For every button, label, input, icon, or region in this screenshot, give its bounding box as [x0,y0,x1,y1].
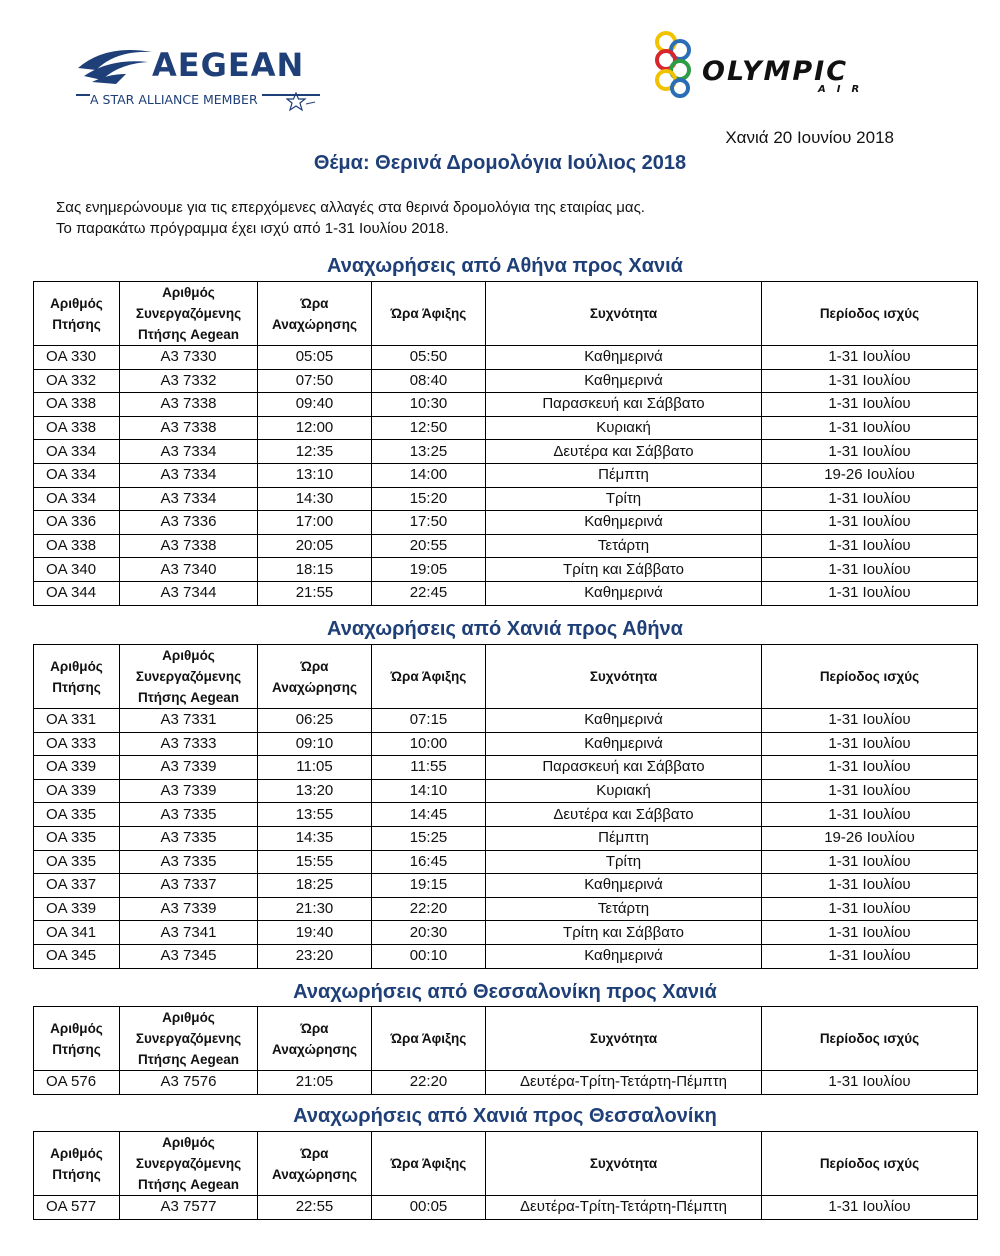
header-label-line: Πτήσης [52,1166,101,1182]
schedule-table-chq-skg [33,1131,978,1220]
validity-period-cell: 1-31 Ιουλίου [762,558,978,582]
header-label-line: Περίοδος ισχύς [819,1031,920,1046]
codeshare-number-cell: A3 7339 [120,756,258,780]
flight-number-cell: OA 330 [34,346,120,370]
table-row [34,779,978,803]
header-label-line: Αναχώρησης [271,1166,358,1182]
col-header-period [762,645,978,709]
table-row [34,1196,978,1220]
departure-time-cell: 20:05 [258,534,372,558]
arrival-time-cell: 22:20 [372,897,486,921]
flight-number-cell: OA 335 [34,803,120,827]
flight-number-cell: OA 334 [34,440,120,464]
header-row [34,1132,978,1196]
arrival-time-cell: 20:55 [372,534,486,558]
departure-time-cell: 17:00 [258,511,372,535]
header-label-line: Συχνότητα [589,1031,658,1046]
aegean-wordmark: AEGEAN [152,46,305,84]
table-row [34,534,978,558]
col-header-frequency [486,282,762,346]
header-label-line: Αναχώρησης [271,316,358,332]
flight-number-cell: OA 339 [34,779,120,803]
header-label-line: Πτήσης Aegean [137,1052,240,1067]
intro-text [56,197,645,239]
codeshare-number-cell: A3 7333 [120,732,258,756]
codeshare-number-cell: A3 7337 [120,874,258,898]
validity-period-cell: 1-31 Ιουλίου [762,897,978,921]
arrival-time-cell: 10:00 [372,732,486,756]
departure-time-cell: 15:55 [258,850,372,874]
codeshare-number-cell: A3 7345 [120,944,258,968]
header-label-line: Πτήσης [52,1041,101,1057]
col-header-codeshare [120,282,258,346]
arrival-time-cell: 14:00 [372,463,486,487]
frequency-cell: Τρίτη [486,850,762,874]
validity-period-cell: 1-31 Ιουλίου [762,732,978,756]
table-row [34,416,978,440]
header-label-line: Πτήσης [52,316,101,332]
aegean-bird-icon [76,42,154,86]
header-label-line: Πτήσης Aegean [137,327,240,342]
validity-period-cell: 1-31 Ιουλίου [762,803,978,827]
col-header-flight [34,1007,120,1071]
frequency-cell: Καθημερινά [486,944,762,968]
section-title-chq-skg: Αναχωρήσεις από Χανιά προς Θεσσαλονίκη [293,1105,717,1127]
departure-time-cell: 07:50 [258,369,372,393]
validity-period-cell: 1-31 Ιουλίου [762,511,978,535]
codeshare-number-cell: A3 7577 [120,1196,258,1220]
header-label-line: Αναχώρησης [271,1041,358,1057]
table-row [34,850,978,874]
codeshare-number-cell: A3 7344 [120,581,258,605]
col-header-flight [34,282,120,346]
frequency-cell: Καθημερινά [486,709,762,733]
validity-period-cell: 1-31 Ιουλίου [762,416,978,440]
arrival-time-cell: 20:30 [372,921,486,945]
validity-period-cell: 19-26 Ιουλίου [762,463,978,487]
col-header-arrival [372,1007,486,1071]
codeshare-number-cell: A3 7339 [120,897,258,921]
arrival-time-cell: 22:20 [372,1071,486,1095]
departure-time-cell: 21:30 [258,897,372,921]
validity-period-cell: 1-31 Ιουλίου [762,534,978,558]
departure-time-cell: 19:40 [258,921,372,945]
header-label-line: Αριθμός [162,1010,215,1025]
codeshare-number-cell: A3 7339 [120,779,258,803]
arrival-time-cell: 08:40 [372,369,486,393]
table-row [34,511,978,535]
frequency-cell: Καθημερινά [486,581,762,605]
schedule-table-chq-ath [33,644,978,969]
departure-time-cell: 22:55 [258,1196,372,1220]
header-label-line: Ώρα Άφιξης [390,669,467,684]
table-row [34,709,978,733]
flight-number-cell: OA 339 [34,897,120,921]
col-header-flight [34,1132,120,1196]
table-row [34,393,978,417]
col-header-codeshare [120,1007,258,1071]
validity-period-cell: 1-31 Ιουλίου [762,346,978,370]
header-label-line: Συχνότητα [589,1156,658,1171]
codeshare-number-cell: A3 7330 [120,346,258,370]
header-label-line: Ώρα Άφιξης [390,306,467,321]
flight-number-cell: OA 337 [34,874,120,898]
flight-number-cell: OA 344 [34,581,120,605]
departure-time-cell: 18:25 [258,874,372,898]
schedule-table-skg-chq [33,1006,978,1095]
departure-time-cell: 12:00 [258,416,372,440]
departure-time-cell: 14:30 [258,487,372,511]
col-header-codeshare [120,645,258,709]
col-header-departure [258,645,372,709]
validity-period-cell: 1-31 Ιουλίου [762,369,978,393]
header-label-line: Αριθμός [162,1135,215,1150]
validity-period-cell: 1-31 Ιουλίου [762,874,978,898]
departure-time-cell: 18:15 [258,558,372,582]
header-label-line: Ώρα [300,295,329,311]
header-label-line: Αριθμός [162,648,215,663]
validity-period-cell: 1-31 Ιουλίου [762,581,978,605]
flight-number-cell: OA 335 [34,826,120,850]
flight-number-cell: OA 335 [34,850,120,874]
table-row [34,897,978,921]
frequency-cell: Παρασκευή και Σάββατο [486,756,762,780]
col-header-flight [34,645,120,709]
arrival-time-cell: 00:05 [372,1196,486,1220]
table-row [34,803,978,827]
header-label-line: Αριθμός [162,285,215,300]
validity-period-cell: 19-26 Ιουλίου [762,826,978,850]
flight-number-cell: OA 338 [34,416,120,440]
flight-number-cell: OA 577 [34,1196,120,1220]
departure-time-cell: 13:20 [258,779,372,803]
table-row [34,369,978,393]
header-label-line: Ώρα [300,1145,329,1161]
departure-time-cell: 09:10 [258,732,372,756]
codeshare-number-cell: A3 7334 [120,487,258,511]
validity-period-cell: 1-31 Ιουλίου [762,850,978,874]
header-label-line: Συνεργαζόμενης [135,1156,242,1171]
validity-period-cell: 1-31 Ιουλίου [762,440,978,464]
col-header-arrival [372,282,486,346]
col-header-period [762,1132,978,1196]
header-label-line: Συχνότητα [589,669,658,684]
header-label-line: Αριθμός [50,1145,103,1161]
aegean-logo [70,26,330,126]
validity-period-cell: 1-31 Ιουλίου [762,487,978,511]
flight-number-cell: OA 331 [34,709,120,733]
codeshare-number-cell: A3 7336 [120,511,258,535]
col-header-arrival [372,1132,486,1196]
departure-time-cell: 21:05 [258,1071,372,1095]
header-label-line: Συνεργαζόμενης [135,1031,242,1046]
flight-number-cell: OA 338 [34,534,120,558]
col-header-codeshare [120,1132,258,1196]
col-header-period [762,282,978,346]
arrival-time-cell: 11:55 [372,756,486,780]
star-alliance-icon [286,92,316,112]
flight-number-cell: OA 338 [34,393,120,417]
header-label-line: Ώρα [300,1020,329,1036]
header-label-line: Πτήσης Aegean [137,1177,240,1192]
table-row [34,756,978,780]
header-label-line: Περίοδος ισχύς [819,1156,920,1171]
table-row [34,440,978,464]
departure-time-cell: 09:40 [258,393,372,417]
arrival-time-cell: 12:50 [372,416,486,440]
document-date: Χανιά 20 Ιουνίου 2018 [725,128,894,147]
arrival-time-cell: 14:10 [372,779,486,803]
header-label-line: Πτήσης [52,679,101,695]
flight-number-cell: OA 332 [34,369,120,393]
col-header-period [762,1007,978,1071]
header-label-line: Συχνότητα [589,306,658,321]
validity-period-cell: 1-31 Ιουλίου [762,1196,978,1220]
section-title-skg-chq: Αναχωρήσεις από Θεσσαλονίκη προς Χανιά [293,981,717,1003]
header-label-line: Αριθμός [50,1020,103,1036]
frequency-cell: Παρασκευή και Σάββατο [486,393,762,417]
flight-number-cell: OA 333 [34,732,120,756]
table-row [34,732,978,756]
arrival-time-cell: 15:20 [372,487,486,511]
intro-line-2: Το παρακάτω πρόγραμμα έχει ισχύ από 1-31 Ιουλίου 2018. [56,220,449,237]
frequency-cell: Τρίτη και Σάββατο [486,921,762,945]
header-row [34,282,978,346]
header-row [34,645,978,709]
arrival-time-cell: 22:45 [372,581,486,605]
validity-period-cell: 1-31 Ιουλίου [762,921,978,945]
flight-number-cell: OA 576 [34,1071,120,1095]
header-label-line: Αριθμός [50,658,103,674]
header-label-line: Αριθμός [50,295,103,311]
header-row [34,1007,978,1071]
departure-time-cell: 12:35 [258,440,372,464]
flight-number-cell: OA 339 [34,756,120,780]
table-row [34,944,978,968]
flight-number-cell: OA 336 [34,511,120,535]
olympic-logo [652,26,922,106]
frequency-cell: Καθημερινά [486,874,762,898]
departure-time-cell: 13:10 [258,463,372,487]
codeshare-number-cell: A3 7340 [120,558,258,582]
frequency-cell: Πέμπτη [486,826,762,850]
olympic-wordmark: OLYMPIC [702,56,849,87]
departure-time-cell: 05:05 [258,346,372,370]
arrival-time-cell: 10:30 [372,393,486,417]
header-label-line: Πτήσης Aegean [137,690,240,705]
codeshare-number-cell: A3 7335 [120,826,258,850]
header-label-line: Περίοδος ισχύς [819,669,920,684]
frequency-cell: Καθημερινά [486,732,762,756]
header-label-line: Συνεργαζόμενης [135,306,242,321]
arrival-time-cell: 17:50 [372,511,486,535]
table-row [34,346,978,370]
frequency-cell: Τρίτη [486,487,762,511]
validity-period-cell: 1-31 Ιουλίου [762,393,978,417]
col-header-departure [258,282,372,346]
col-header-frequency [486,1132,762,1196]
aegean-tagline: A STAR ALLIANCE MEMBER [90,92,262,107]
arrival-time-cell: 19:05 [372,558,486,582]
arrival-time-cell: 07:15 [372,709,486,733]
schedule-table-ath-chq [33,281,978,606]
codeshare-number-cell: A3 7335 [120,803,258,827]
table-row [34,463,978,487]
header-label-line: Ώρα Άφιξης [390,1031,467,1046]
flight-number-cell: OA 340 [34,558,120,582]
col-header-departure [258,1132,372,1196]
validity-period-cell: 1-31 Ιουλίου [762,779,978,803]
flight-number-cell: OA 334 [34,487,120,511]
frequency-cell: Τετάρτη [486,897,762,921]
section-title-chq-ath: Αναχωρήσεις από Χανιά προς Αθήνα [327,618,683,640]
olympic-sub: AIR [818,84,871,95]
header-label-line: Ώρα [300,658,329,674]
frequency-cell: Κυριακή [486,416,762,440]
col-header-frequency [486,1007,762,1071]
arrival-time-cell: 05:50 [372,346,486,370]
intro-line-1: Σας ενημερώνουμε για τις επερχόμενες αλλαγές στα θερινά δρομολόγια της εταιρίας μας. [56,199,645,216]
codeshare-number-cell: A3 7576 [120,1071,258,1095]
departure-time-cell: 06:25 [258,709,372,733]
arrival-time-cell: 15:25 [372,826,486,850]
frequency-cell: Δευτέρα-Τρίτη-Τετάρτη-Πέμπτη [486,1196,762,1220]
table-row [34,558,978,582]
table-row [34,826,978,850]
arrival-time-cell: 13:25 [372,440,486,464]
arrival-time-cell: 19:15 [372,874,486,898]
table-row [34,487,978,511]
codeshare-number-cell: A3 7332 [120,369,258,393]
validity-period-cell: 1-31 Ιουλίου [762,709,978,733]
frequency-cell: Κυριακή [486,779,762,803]
flight-number-cell: OA 341 [34,921,120,945]
header-label-line: Περίοδος ισχύς [819,306,920,321]
frequency-cell: Καθημερινά [486,369,762,393]
header-label-line: Ώρα Άφιξης [390,1156,467,1171]
table-row [34,1071,978,1095]
table-row [34,874,978,898]
validity-period-cell: 1-31 Ιουλίου [762,1071,978,1095]
frequency-cell: Καθημερινά [486,346,762,370]
frequency-cell: Τετάρτη [486,534,762,558]
header-label-line: Αναχώρησης [271,679,358,695]
codeshare-number-cell: A3 7331 [120,709,258,733]
frequency-cell: Καθημερινά [486,511,762,535]
table-row [34,581,978,605]
departure-time-cell: 23:20 [258,944,372,968]
codeshare-number-cell: A3 7338 [120,416,258,440]
col-header-departure [258,1007,372,1071]
olympic-rings-icon [652,30,696,100]
codeshare-number-cell: A3 7335 [120,850,258,874]
col-header-arrival [372,645,486,709]
codeshare-number-cell: A3 7341 [120,921,258,945]
codeshare-number-cell: A3 7338 [120,393,258,417]
arrival-time-cell: 14:45 [372,803,486,827]
table-row [34,921,978,945]
departure-time-cell: 21:55 [258,581,372,605]
codeshare-number-cell: A3 7338 [120,534,258,558]
departure-time-cell: 13:55 [258,803,372,827]
flight-number-cell: OA 334 [34,463,120,487]
frequency-cell: Δευτέρα και Σάββατο [486,803,762,827]
codeshare-number-cell: A3 7334 [120,440,258,464]
arrival-time-cell: 16:45 [372,850,486,874]
arrival-time-cell: 00:10 [372,944,486,968]
header-label-line: Συνεργαζόμενης [135,669,242,684]
frequency-cell: Τρίτη και Σάββατο [486,558,762,582]
validity-period-cell: 1-31 Ιουλίου [762,756,978,780]
validity-period-cell: 1-31 Ιουλίου [762,944,978,968]
flight-number-cell: OA 345 [34,944,120,968]
frequency-cell: Δευτέρα-Τρίτη-Τετάρτη-Πέμπτη [486,1071,762,1095]
frequency-cell: Πέμπτη [486,463,762,487]
col-header-frequency [486,645,762,709]
section-title-ath-chq: Αναχωρήσεις από Αθήνα προς Χανιά [327,255,683,277]
frequency-cell: Δευτέρα και Σάββατο [486,440,762,464]
departure-time-cell: 14:35 [258,826,372,850]
codeshare-number-cell: A3 7334 [120,463,258,487]
departure-time-cell: 11:05 [258,756,372,780]
document-subject: Θέμα: Θερινά Δρομολόγια Ιούλιος 2018 [313,152,687,174]
